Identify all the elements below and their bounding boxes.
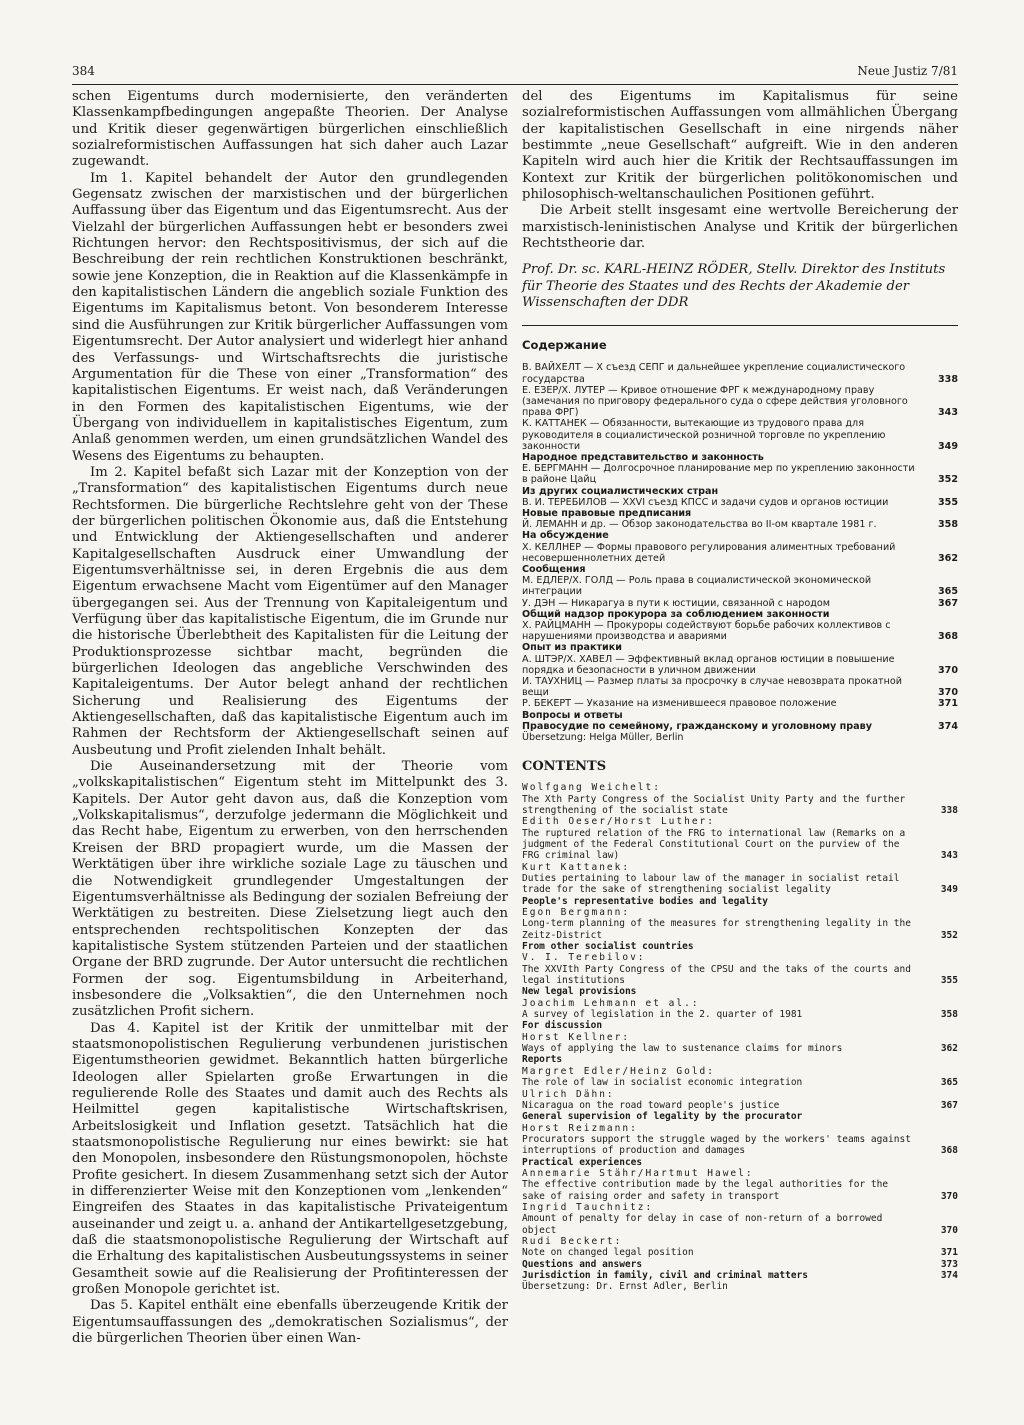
toc-entry-text: The Xth Party Congress of the Socialist Unity Party and the further strengthening of the socialist state: [522, 793, 906, 816]
toc-page-number: 365: [937, 586, 958, 598]
toc-entry-text: People's representative bodies and legality: [522, 895, 768, 907]
toc-english: [522, 782, 958, 1292]
toc-page-number: 343: [940, 850, 958, 862]
toc-entry: [522, 873, 958, 896]
toc-entry-text: The XXVIth Party Congress of the CPSU and the taks of the courts and legal institutions: [522, 963, 911, 987]
toc-page-number: 370: [940, 1224, 958, 1236]
paragraph: del des Eigentums im Kapitalismus für seine sozialreformistischen Auffassungen vom allmählichen Übergang der kapitalistischen Gesellschaft in eine nirgends näher bestimmte „neue Gesellschaft“ aufgreift. Wie in den anderen Kapiteln wird auch hier die Kritik der Rechtsauffassungen im Kontext zur Kritik der bürgerlichen politökonomischen und philosophisch-weltanschaulichen Positionen geführt.: [522, 89, 958, 203]
toc-section-heading: [522, 1270, 958, 1281]
toc-entry: [522, 575, 958, 597]
toc-author-name: Wolfgang Weichelt:: [522, 782, 661, 794]
toc-author-name: Margret Edler/Heinz Gold:: [522, 1065, 715, 1077]
toc-entry-text: У. ДЭН — Никарагуа в пути к юстиции, связанной с народом: [522, 597, 830, 609]
toc-page-number: 352: [937, 474, 958, 486]
section-divider: [522, 325, 958, 326]
toc-entry-text: Из других социалистических стран: [522, 485, 719, 497]
toc-page-number: 358: [940, 1009, 958, 1021]
toc-entry-text: И. ТАУХНИЦ — Размер платы за просрочку в случае невозврата прокатной вещи: [522, 676, 902, 699]
toc-section-heading: [522, 508, 958, 519]
toc-entry-text: Е. ЕЗЕР/Х. ЛУТЕР — Кривое отношение ФРГ к международному праву (замечания по приговору федерального суда о сфере действия уголовного права ФРГ): [522, 384, 908, 419]
toc-section-heading: [522, 1054, 958, 1065]
toc-section-heading: [522, 564, 958, 575]
toc-page-number: 373: [940, 1258, 958, 1270]
paragraph: Im 2. Kapitel befaßt sich Lazar mit der Konzeption von der „Transformation“ des kapitalistischen Eigentums durch neue Rechtsformen. Die bürgerliche Rechtslehre geht von der These der bürgerlichen politischen Ökonomie aus, daß die Entstehung und Entwicklung der Aktiengesellschaften und anderer Kapitalgesellschaften Ausdruck einer Umwandlung der Eigentumsverhältnisse sei, in deren Ergebnis die aus dem Eigentum erwachsene Macht vom Eigentümer auf den Manager übergegangen sei. Aus der Trennung von Kapitaleigentum und Verfügung über das kapitalistische Eigentum, die im Grunde nur die historische Überlebtheit des Kapitalisten für die Leitung der Produktionsprozesse sichtbar macht, begründen die bürgerlichen Ideologen das angebliche Verschwinden des Kapitaleigentums. Der Autor belegt anhand der rechtlichen Sicherung und Realisierung des Eigentums der Aktiengesellschaften, daß das kapitalistische Eigentum auch im Rahmen der Rechtsform der Aktiengesellschaft seinen auf Ausbeutung und Profit zielenden Inhalt behält.: [72, 464, 508, 758]
toc-page-number: 370: [940, 1190, 958, 1202]
article-continuation: [522, 89, 958, 252]
toc-entry: [522, 598, 958, 609]
toc-page-number: 365: [940, 1077, 958, 1089]
toc-entry: [522, 654, 958, 676]
right-column: [522, 89, 958, 1293]
page-header: [72, 64, 958, 82]
toc-entry: [522, 1009, 958, 1020]
toc-entry: [522, 418, 958, 452]
toc-entry-text: Р. БЕКЕРТ — Указание на изменившееся правовое положение: [522, 698, 837, 710]
toc-section-heading: [522, 721, 958, 732]
toc-entry: [522, 542, 958, 564]
toc-entry: [522, 463, 958, 485]
toc-entry-text: The ruptured relation of the FRG to international law (Remarks on a judgment of the Federal Constitutional Court on the purview of the FRG criminal law): [522, 827, 906, 862]
paragraph: Die Arbeit stellt insgesamt eine wertvolle Bereicherung der marxistisch-leninistischen Analyse und Kritik der bürgerlichen Rechtstheorie dar.: [522, 203, 958, 252]
toc-entry-text: Practical experiences: [522, 1156, 643, 1168]
toc-entry-text: Duties pertaining to labour law of the manager in socialist retail trade for the sake of strengthening socialist legality: [522, 872, 900, 896]
toc-page-number: 355: [940, 975, 958, 987]
toc-entry-text: A survey of legislation in the 2. quarter of 1981: [522, 1009, 803, 1021]
toc-entry-text: For discussion: [522, 1020, 603, 1032]
toc-entry: [522, 794, 958, 817]
toc-entry: [522, 1134, 958, 1157]
toc-author-name: Horst Kellner:: [522, 1031, 631, 1043]
toc-author-name: Egon Bergmann:: [522, 907, 631, 919]
toc-author-name: Ulrich Dähn:: [522, 1088, 615, 1100]
toc-entry-text: Questions and answers: [522, 1258, 643, 1270]
paragraph: Die Auseinandersetzung mit der Theorie vom „volkskapitalistischen“ Eigentum steht im Mittelpunkt des 3. Kapitels. Der Autor geht davon aus, daß die Konzeption vom „Volkskapitalismus“, derzufolge jedermann die Möglichkeit und das Recht habe, Eigentum zu erwerben, von den herrschenden Kreisen der BRD propagiert wurde, um die Massen der Werktätigen über ihre wirkliche soziale Lage zu täuschen und die Notwendigkeit grundlegender Umgestaltungen der Eigentumsverhältnisse als Bedingung der sozialen Befreiung der Werktätigen zu bestreiten. Diese Zielsetzung liegt auch den entsprechenden rechtspolitischen Konzepten der das kapitalistische System stützenden Parteien und der staatlichen Organe der BRD zugrunde. Der Autor untersucht die rechtlichen Formen der sog. Eigentumsbildung in Arbeiterhand, insbesondere die „Volksaktien“, die den Unternehmen noch zusätzlichen Profit sichern.: [72, 759, 508, 1020]
toc-entry-text: Вопросы и ответы: [522, 709, 623, 721]
toc-russian-title: Содержание: [522, 338, 607, 353]
toc-section-heading: [522, 896, 958, 907]
toc-entry: [522, 1213, 958, 1236]
toc-author-name: Kurt Kattanek:: [522, 861, 631, 873]
toc-page-number: 374: [940, 1270, 958, 1282]
toc-page-number: 368: [940, 1145, 958, 1157]
toc-entry: [522, 1077, 958, 1088]
toc-author-name: Joachim Lehmann et al.:: [522, 997, 700, 1009]
toc-entry-text: Reports: [522, 1054, 563, 1066]
toc-author-name: Horst Reizmann:: [522, 1122, 638, 1134]
toc-page-number: 370: [937, 687, 958, 699]
toc-section-heading: [522, 452, 958, 463]
toc-entry: [522, 732, 958, 743]
toc-entry-text: Х. КЕЛЛНЕР — Формы правового регулирования алиментных требований несовершеннолетних детей: [522, 541, 896, 564]
toc-entry-text: Note on changed legal position: [522, 1247, 694, 1259]
toc-entry: [522, 698, 958, 709]
toc-entry-text: New legal provisions: [522, 986, 637, 998]
toc-entry-text: Х. РАЙЦМАНН — Прокуроры содействуют борьбе рабочих коллективов с нарушениями производства и авариями: [522, 620, 891, 643]
toc-author-name: V. I. Terebilov:: [522, 952, 646, 964]
toc-page-number: 343: [937, 407, 958, 419]
toc-author-name: Ingrid Tauchnitz:: [522, 1201, 654, 1213]
toc-entry-text: Народное представительство и законность: [522, 451, 764, 463]
toc-section-heading: [522, 986, 958, 997]
toc-entry: [522, 1179, 958, 1202]
toc-entry-text: Сообщения: [522, 563, 586, 575]
toc-entry: [522, 362, 958, 384]
toc-entry: [522, 620, 958, 642]
toc-english-title: CONTENTS: [522, 759, 607, 775]
toc-entry: [522, 519, 958, 530]
toc-entry-text: К. КАТТАНЕК — Обязанности, вытекающие из трудового права для руководителя в социалистической розничной торговле по укреплению законности: [522, 418, 886, 452]
toc-entry: [522, 828, 958, 862]
toc-page-number: 367: [937, 597, 958, 609]
toc-section-heading: [522, 941, 958, 952]
paragraph: Das 4. Kapitel ist der Kritik der unmittelbar mit der staatsmonopolistischen Regulierung verbundenen juristischen Eigentumstheorien gewidmet. Bekanntlich hatten bürgerliche Ideologen aller Spielarten große Erwartungen in die regulierende Rolle des Staates und damit auch des Rechts als Heilmittel gegen kapitalistische Wirtschaftskrisen, Arbeitslosigkeit und Inflation gesetzt. Tatsächlich hat die staatsmonopolistische Regulierung nur eines bewirkt: sie hat den Monopolen, insbesondere den Rüstungsmonopolen, höchste Profite gesichert. In diesem Zusammenhang setzt sich der Autor in differenzierter Weise mit den Konzeptionen vom „lenkenden“ Eingreifen des Staates in das kapitalistische Privateigentum auseinander und zeigt u. a. anhand der Antikartellgesetzgebung, daß die staatsmonopolistische Regulierung der Wirtschaft auf die Erhaltung des kapitalistischen Ausbeutungssystems in seiner Gesamtheit sowie auf die Realisierung der Profitinteressen der großen Monopole gerichtet ist.: [72, 1020, 508, 1298]
toc-entry: [522, 1247, 958, 1258]
journal-title: Neue Justiz 7/81: [857, 64, 958, 78]
toc-entry: [522, 1043, 958, 1054]
toc-entry-text: Й. ЛЕМАНН и др. — Обзор законодательства во II-ом квартале 1981 г.: [522, 519, 877, 531]
toc-entry-text: На обсуждение: [522, 530, 609, 542]
toc-entry-text: А. ШТЭР/Х. ХАВЕЛ — Эффективный вклад органов юстиции в повышение порядка и безопасности в уличном движении: [522, 653, 895, 676]
left-column: [72, 89, 508, 1349]
toc-entry-text: Übersetzung: Helga Müller, Berlin: [522, 732, 684, 744]
toc-entry-text: Е. БЕРГМАНН — Долгосрочное планирование мер по укреплению законности в районе Цайц: [522, 463, 915, 486]
author-signature: Prof. Dr. sc. KARL-HEINZ RÖDER, Stellv. Direktor des Instituts für Theorie des Staates und des Rechts der Akademie der Wissenschaften der DDR: [522, 262, 946, 311]
toc-entry-text: Опыт из практики: [522, 642, 622, 654]
toc-page-number: 370: [937, 664, 958, 676]
toc-entry-text: В. И. ТЕРЕБИЛОВ — XXVI съезд КПСС и задачи судов и органов юстиции: [522, 496, 889, 508]
toc-entry-text: М. ЕДЛЕР/Х. ГОЛД — Роль права в социалистической экономической интеграции: [522, 575, 872, 598]
toc-author-name: Annemarie Stähr/Hartmut Hawel:: [522, 1167, 754, 1179]
toc-section-heading: [522, 642, 958, 653]
toc-page-number: 355: [937, 496, 958, 508]
toc-page-number: 362: [940, 1043, 958, 1055]
toc-entry: [522, 964, 958, 987]
toc-author-name: Edith Oeser/Horst Luther:: [522, 816, 715, 828]
toc-entry: [522, 676, 958, 698]
toc-entry-text: Ways of applying the law to sustenance claims for minors: [522, 1043, 843, 1055]
toc-author-name: Rudi Beckert:: [522, 1235, 623, 1247]
toc-page-number: 338: [940, 804, 958, 816]
page-number: 384: [72, 64, 95, 78]
paragraph: Das 5. Kapitel enthält eine ebenfalls überzeugende Kritik der Eigentumsauffassungen des „demokratischen Sozialismus“, der die bürgerlichen Theorien über einen Wan-: [72, 1298, 508, 1347]
toc-section-heading: [522, 1259, 958, 1270]
toc-entry-text: Long-term planning of the measures for strengthening legality in the Zeitz-District: [522, 918, 911, 941]
toc-entry-text: Amount of penalty for delay in case of non-return of a borrowed object: [522, 1213, 883, 1236]
toc-entry-text: Новые правовые предписания: [522, 507, 692, 519]
toc-section-heading: [522, 1020, 958, 1031]
toc-entry-text: From other socialist countries: [522, 941, 694, 953]
toc-section-heading: [522, 710, 958, 721]
toc-page-number: 349: [937, 440, 958, 452]
toc-page-number: 367: [940, 1099, 958, 1111]
toc-entry-text: The role of law in socialist economic integration: [522, 1077, 803, 1089]
toc-page-number: 374: [937, 720, 958, 732]
toc-entry-text: The effective contribution made by the legal authorities for the sake of raising order and safety in transport: [522, 1179, 889, 1202]
toc-entry-text: Jurisdiction in family, civil and criminal matters: [522, 1270, 808, 1282]
toc-page-number: 338: [937, 373, 958, 385]
toc-entry: [522, 1100, 958, 1111]
toc-entry-text: В. ВАЙХЕЛТ — X съезд СЕПГ и дальнейшее укрепление социалистического государства: [522, 362, 906, 385]
toc-entry-text: Nicaragua on the road toward people's justice: [522, 1099, 780, 1111]
toc-page-number: 358: [937, 519, 958, 531]
toc-section-heading: [522, 486, 958, 497]
paragraph: schen Eigentums durch modernisierte, den veränderten Klassenkampfbedingungen angepaßte Theorien. Der Analyse und Kritik dieser gegenwärtigen bürgerlichen einschließlich sozialreformistischen Auffassungen hat sich daher auch Lazar zugewandt.: [72, 89, 508, 170]
toc-entry-text: General supervision of legality by the procurator: [522, 1111, 803, 1123]
toc-page-number: 371: [940, 1247, 958, 1259]
toc-section-heading: [522, 1111, 958, 1122]
toc-russian: [522, 362, 958, 743]
toc-section-heading: [522, 609, 958, 620]
toc-page-number: 368: [937, 631, 958, 643]
toc-entry-text: Правосудие по семейному, гражданскому и уголовному праву: [522, 720, 872, 732]
toc-entry-text: Procurators support the struggle waged by the workers' teams against interruptions of production and damages: [522, 1133, 911, 1157]
toc-section-heading: [522, 1157, 958, 1168]
toc-page-number: 371: [937, 698, 958, 710]
toc-entry-text: Übersetzung: Dr. Ernst Adler, Berlin: [522, 1281, 728, 1293]
toc-page-number: 349: [940, 884, 958, 896]
header-rule: [72, 84, 958, 85]
toc-entry: [522, 918, 958, 941]
toc-entry: [522, 497, 958, 508]
paragraph: Im 1. Kapitel behandelt der Autor den grundlegenden Gegensatz zwischen der marxistischen und der bürgerlichen Auffassung über das Eigentum und das Eigentumsrecht. Aus der Vielzahl der bürgerlichen Auffassungen hebt er besonders zwei Richtungen hervor: den Rechtspositivismus, der sich auf die Beschreibung der rein rechtlichen Konstruktionen beschränkt, sowie jene Konzeption, die in Reaktion auf die Klassenkämpfe in den kapitalistischen Ländern die angeblich soziale Funktion des Eigentums im Kapitalismus betont. Von besonderem Interesse sind die Ausführungen zur Kritik bürgerlicher Auffassungen vom Eigentumsrecht. Der Autor analysiert und widerlegt hier anhand des Verfassungs- und Wirtschaftsrechts die juristische Argumentation für die These von einer „Transformation“ des kapitalistischen Eigentums. Er weist nach, daß Veränderungen in den Formen des kapitalistischen Eigentums, wie der Übergang von individuellem in kapitalistisches Eigentum, zum Anlaß genommen werden, um einen grundsätzlichen Wandel des Wesens des Eigentums zu behaupten.: [72, 170, 508, 464]
toc-page-number: 352: [940, 929, 958, 941]
toc-entry: [522, 1281, 958, 1292]
toc-entry-text: Общий надзор прокурора за соблюдением законности: [522, 608, 830, 620]
toc-entry: [522, 385, 958, 419]
toc-section-heading: [522, 530, 958, 541]
toc-page-number: 362: [937, 552, 958, 564]
